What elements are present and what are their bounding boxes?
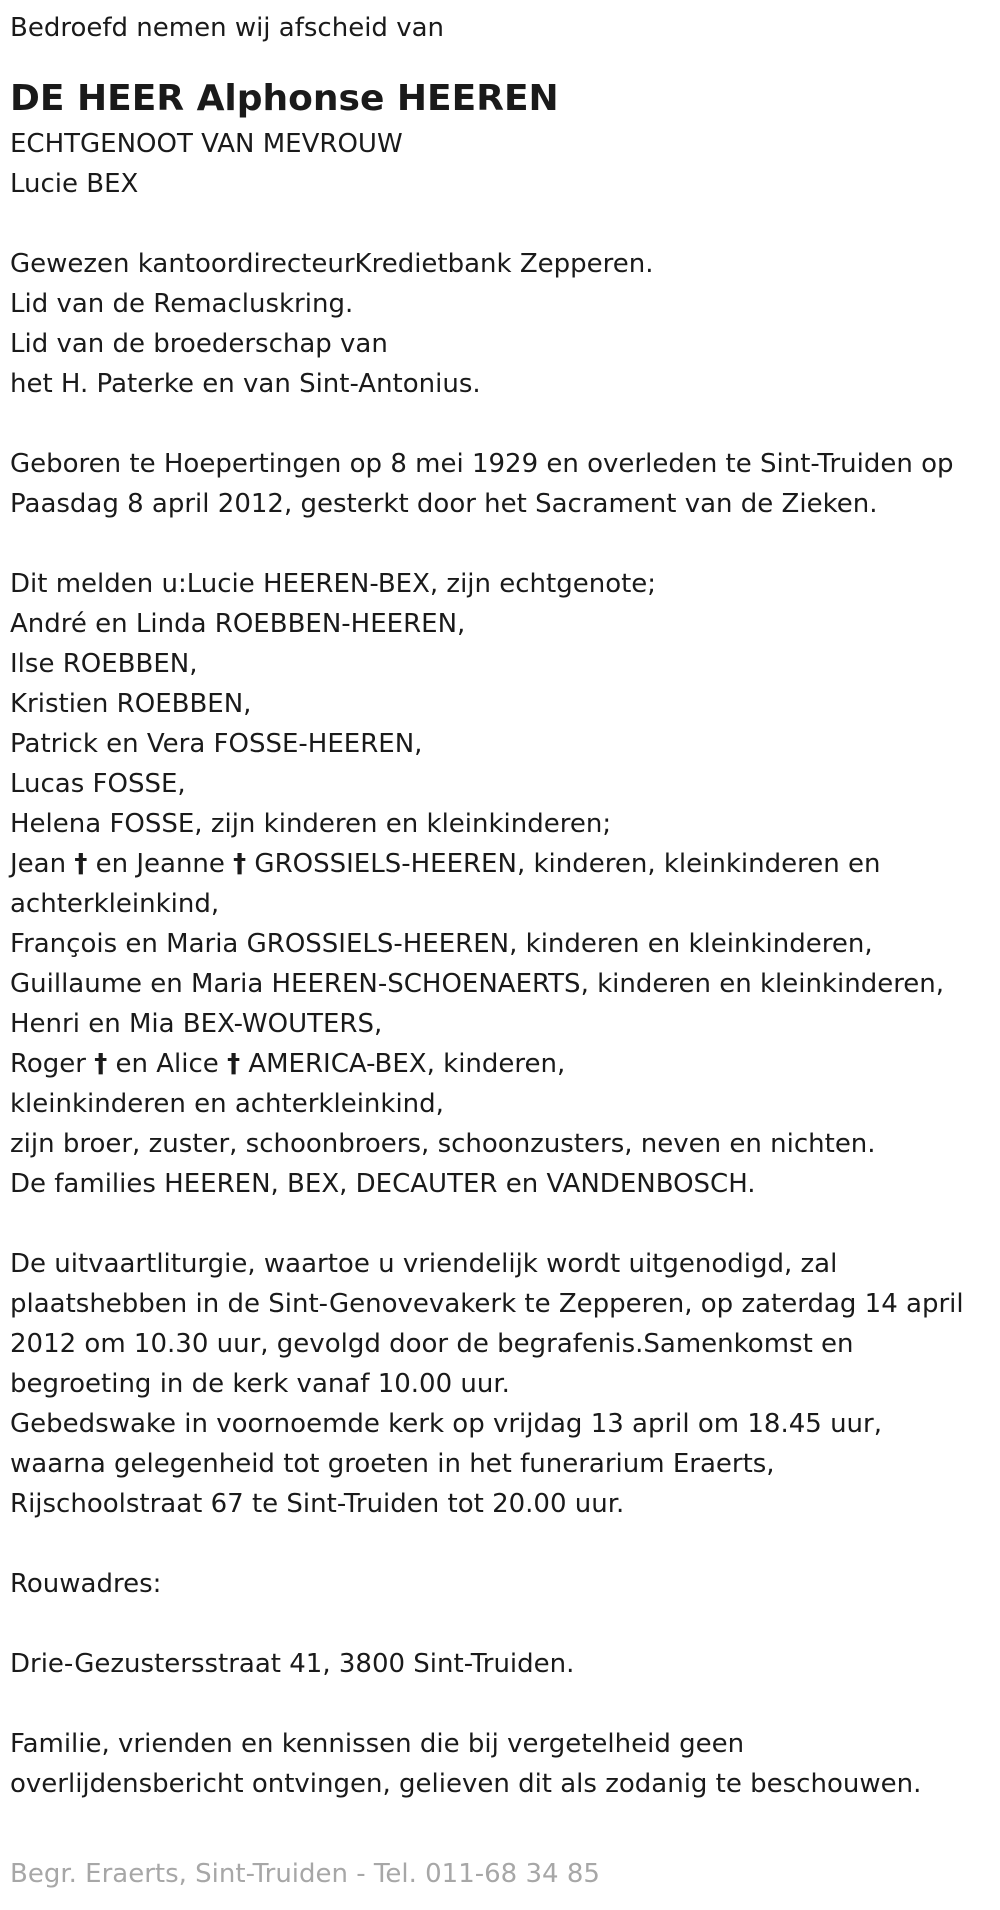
family-text: en Alice — [107, 1049, 228, 1079]
cross-icon: † — [94, 1049, 108, 1079]
family-line: Henri en Mia BEX-WOUTERS, — [10, 1009, 383, 1039]
cross-icon: † — [233, 849, 247, 879]
family-section — [10, 564, 990, 1204]
funeral-section — [10, 1244, 990, 1524]
spouse-title: ECHTGENOOT VAN MEVROUW — [10, 129, 403, 159]
family-line: Lucas FOSSE, — [10, 769, 186, 799]
family-text: en Jeanne — [87, 849, 234, 879]
family-line: achterkleinkind, — [10, 889, 220, 919]
closing-line: overlijdensbericht ontvingen, gelieven dit als zodanig te beschouwen. — [10, 1769, 922, 1799]
family-line: Helena FOSSE, zijn kinderen en kleinkinderen; — [10, 809, 612, 839]
cross-icon: † — [227, 1049, 241, 1079]
family-line: François en Maria GROSSIELS-HEEREN, kinderen en kleinkinderen, — [10, 929, 873, 959]
spacer — [10, 1204, 990, 1244]
funeral-line: waarna gelegenheid tot groeten in het funerarium Eraerts, — [10, 1449, 775, 1479]
funeral-line: De uitvaartliturgie, waartoe u vriendelijk wordt uitgenodigd, zal — [10, 1249, 838, 1279]
family-line: zijn broer, zuster, schoonbroers, schoonzusters, neven en nichten. — [10, 1129, 876, 1159]
family-line: Kristien ROEBBEN, — [10, 689, 252, 719]
funeral-line: Rijschoolstraat 67 te Sint-Truiden tot 20.00 uur. — [10, 1489, 625, 1519]
cross-icon: † — [74, 849, 88, 879]
career-line: Lid van de broederschap van — [10, 329, 388, 359]
career-section — [10, 244, 990, 404]
spacer — [10, 1524, 990, 1564]
spouse-name: Lucie BEX — [10, 169, 139, 199]
undertaker-footer: Begr. Eraerts, Sint-Truiden - Tel. 011-68 34 85 — [10, 1859, 600, 1889]
funeral-line: Gebedswake in voornoemde kerk op vrijdag 13 april om 18.45 uur, — [10, 1409, 882, 1439]
family-line: Guillaume en Maria HEEREN-SCHOENAERTS, kinderen en kleinkinderen, — [10, 969, 945, 999]
funeral-line: plaatshebben in de Sint-Genovevakerk te Zepperen, op zaterdag 14 april — [10, 1289, 964, 1319]
spacer — [10, 524, 990, 564]
deceased-name: DE HEER Alphonse HEEREN — [10, 78, 559, 119]
birth-death-line: Paasdag 8 april 2012, gesterkt door het Sacrament van de Zieken. — [10, 489, 878, 519]
birth-death-line: Geboren te Hoepertingen op 8 mei 1929 en overleden te Sint-Truiden op — [10, 449, 954, 479]
closing-line: Familie, vrienden en kennissen die bij vergetelheid geen — [10, 1729, 745, 1759]
career-line: Gewezen kantoordirecteurKredietbank Zepperen. — [10, 249, 654, 279]
closing-section — [10, 1724, 990, 1804]
career-line: het H. Paterke en van Sint-Antonius. — [10, 369, 481, 399]
family-line: De families HEEREN, BEX, DECAUTER en VANDENBOSCH. — [10, 1169, 756, 1199]
funeral-line: 2012 om 10.30 uur, gevolgd door de begrafenis.Samenkomst en — [10, 1329, 854, 1359]
spacer — [10, 1604, 990, 1644]
family-text: Jean — [10, 849, 75, 879]
funeral-line: begroeting in de kerk vanaf 10.00 uur. — [10, 1369, 510, 1399]
family-text: GROSSIELS-HEEREN, kinderen, kleinkinderen en — [246, 849, 881, 879]
address-label: Rouwadres: — [10, 1569, 162, 1599]
birth-death-section — [10, 444, 990, 524]
family-line — [10, 1044, 990, 1084]
spacer — [10, 404, 990, 444]
spacer — [10, 1684, 990, 1724]
family-text: Roger — [10, 1049, 95, 1079]
family-line: Ilse ROEBBEN, — [10, 649, 198, 679]
career-line: Lid van de Remacluskring. — [10, 289, 354, 319]
family-line: kleinkinderen en achterkleinkind, — [10, 1089, 444, 1119]
family-line — [10, 844, 990, 884]
address: Drie-Gezustersstraat 41, 3800 Sint-Truiden. — [10, 1649, 575, 1679]
family-line: Dit melden u:Lucie HEEREN-BEX, zijn echtgenote; — [10, 569, 657, 599]
spacer — [10, 204, 990, 244]
family-line: Patrick en Vera FOSSE-HEEREN, — [10, 729, 423, 759]
family-line: André en Linda ROEBBEN-HEEREN, — [10, 609, 466, 639]
intro-text: Bedroefd nemen wij afscheid van — [10, 13, 444, 43]
family-text: AMERICA-BEX, kinderen, — [240, 1049, 566, 1079]
